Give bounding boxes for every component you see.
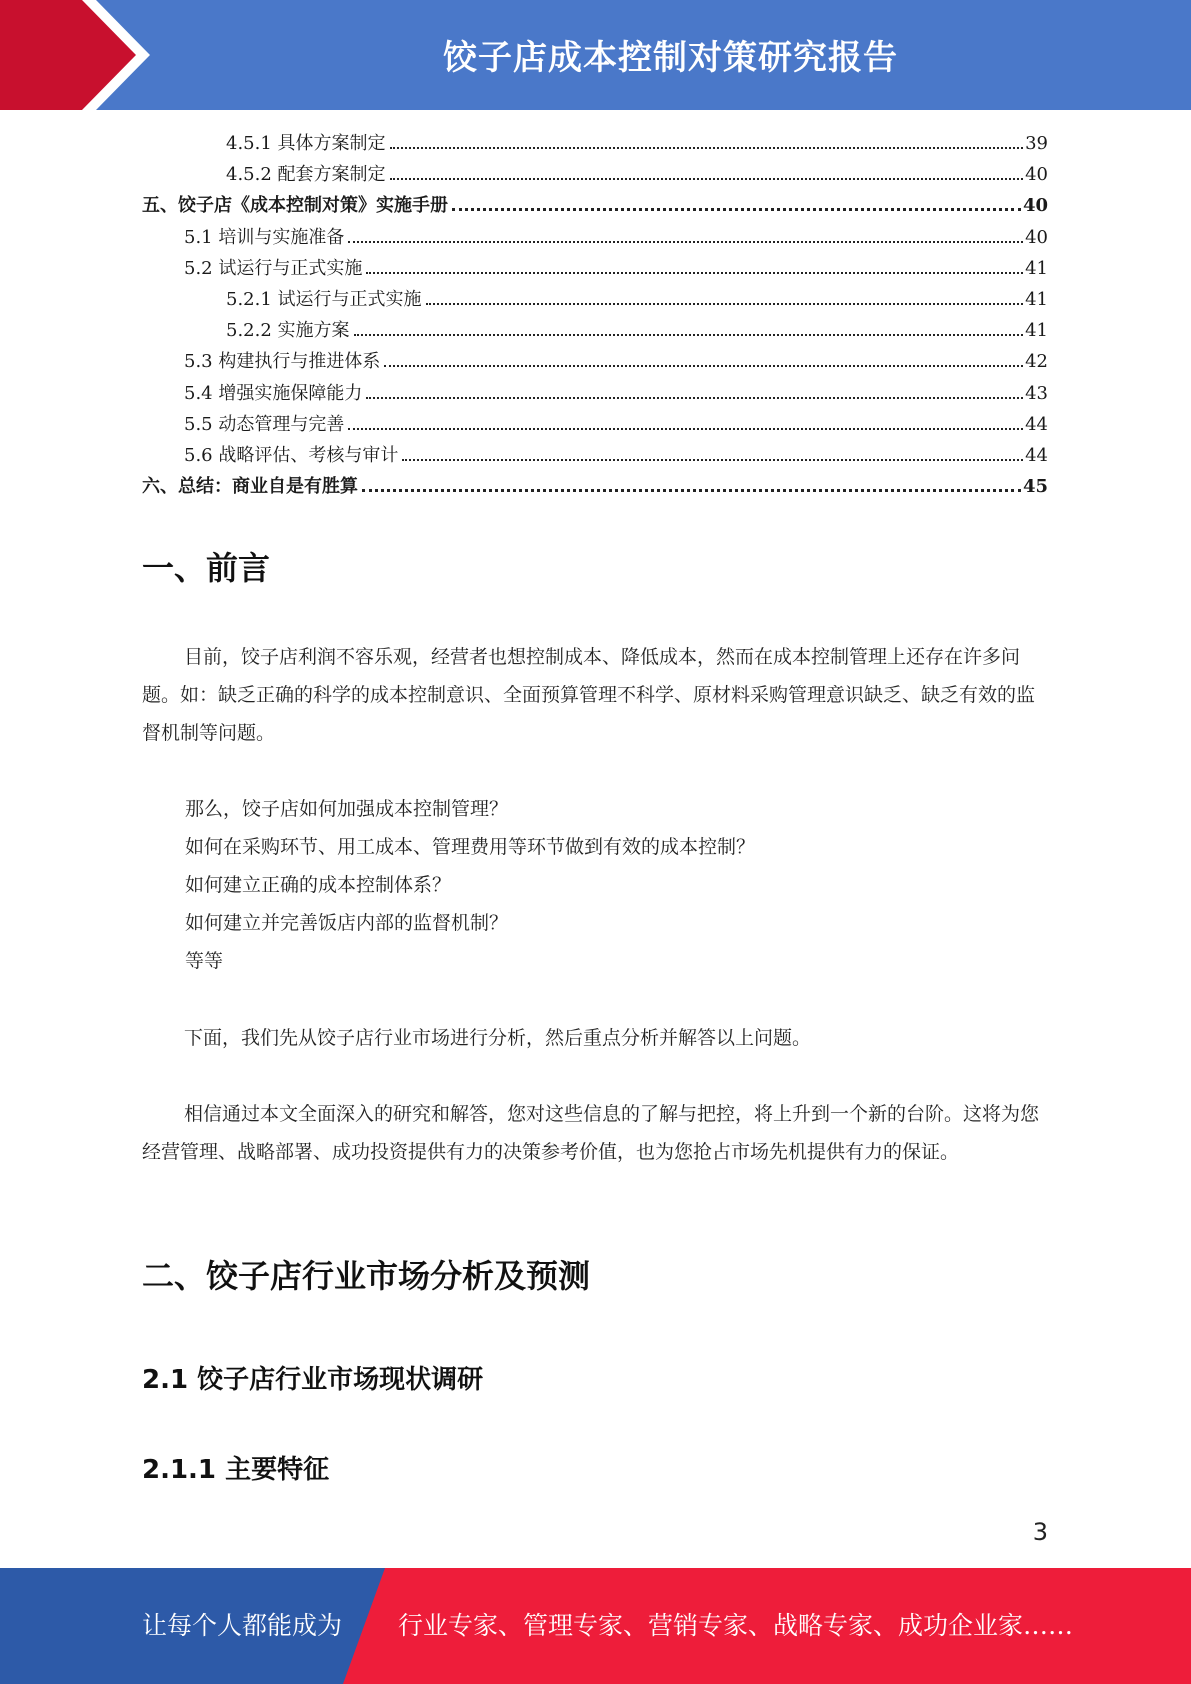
toc-entry-page: 40	[1022, 195, 1048, 217]
page-number: 3	[1032, 1518, 1048, 1546]
toc-entry[interactable]	[142, 128, 1048, 159]
paragraph-intro: 目前，饺子店利润不容乐观，经营者也想控制成本、降低成本，然而在成本控制管理上还存在许多问题。如：缺乏正确的科学的成本控制意识、全面预算管理不科学、原材料采购管理意识缺乏、缺乏有效的监督机制等问题。	[142, 646, 1036, 744]
table-of-contents	[142, 128, 1048, 502]
toc-dot-leader	[402, 459, 1023, 461]
toc-entry-page: 41	[1025, 257, 1048, 279]
toc-entry-title: 4.5.1 具体方案制定	[226, 133, 386, 154]
question-line: 如何建立并完善饭店内部的监督机制？	[185, 912, 509, 934]
footer-slogan-left: 让每个人都能成为	[142, 1611, 343, 1640]
toc-entry-title: 六、总结：商业自是有胜算	[142, 476, 358, 498]
toc-dot-leader	[354, 334, 1024, 336]
toc-entry[interactable]	[142, 253, 1048, 284]
toc-dot-leader	[348, 428, 1023, 430]
toc-entry-title: 5.2 试运行与正式实施	[184, 257, 363, 279]
toc-dot-leader	[426, 303, 1024, 305]
footer-slogan-right: 行业专家、管理专家、营销专家、战略专家、成功企业家……	[398, 1611, 1074, 1640]
toc-dot-leader	[366, 272, 1023, 274]
toc-entry-page: 41	[1025, 320, 1048, 342]
toc-entry-title: 五、饺子店《成本控制对策》实施手册	[142, 195, 448, 217]
question-line: 那么，饺子店如何加强成本控制管理？	[185, 798, 509, 820]
section-heading-market: 二、饺子店行业市场分析及预测	[142, 1257, 591, 1295]
toc-entry-page: 40	[1025, 164, 1048, 186]
section-heading-preface: 一、前言	[142, 549, 271, 587]
question-line: 等等	[185, 950, 224, 972]
toc-entry-title: 5.3 构建执行与推进体系	[184, 351, 381, 373]
toc-entry-title: 5.1 培训与实施准备	[184, 226, 345, 248]
toc-entry-title: 5.2.1 试运行与正式实施	[226, 288, 422, 310]
toc-dot-leader	[390, 147, 1024, 149]
toc-entry-page: 40	[1025, 226, 1048, 248]
toc-entry[interactable]	[142, 346, 1048, 377]
toc-entry-page: 39	[1025, 133, 1048, 154]
toc-dot-leader	[452, 208, 1021, 211]
toc-entry-page: 45	[1022, 476, 1048, 498]
toc-dot-leader	[384, 365, 1023, 367]
subsection-heading: 2.1 饺子店行业市场现状调研	[142, 1365, 484, 1395]
subsubsection-heading: 2.1.1 主要特征	[142, 1455, 330, 1485]
toc-entry[interactable]	[142, 222, 1048, 253]
toc-entry-title: 5.2.2 实施方案	[226, 320, 350, 342]
toc-entry-page: 44	[1025, 413, 1048, 435]
toc-entry[interactable]	[142, 378, 1048, 409]
red-chevron-icon	[0, 0, 160, 110]
toc-entry[interactable]	[142, 284, 1048, 315]
toc-entry[interactable]	[142, 190, 1048, 221]
page-footer	[0, 1568, 1191, 1684]
question-line: 如何建立正确的成本控制体系？	[185, 874, 452, 896]
toc-entry[interactable]	[142, 471, 1048, 502]
paragraph-next: 下面，我们先从饺子店行业市场进行分析，然后重点分析并解答以上问题。	[184, 1027, 812, 1049]
toc-dot-leader	[362, 489, 1021, 492]
question-line: 如何在采购环节、用工成本、管理费用等环节做到有效的成本控制？	[185, 836, 756, 858]
toc-entry[interactable]	[142, 315, 1048, 346]
toc-entry-title: 5.4 增强实施保障能力	[184, 382, 363, 404]
toc-entry-page: 42	[1025, 351, 1048, 373]
toc-entry[interactable]	[142, 159, 1048, 190]
toc-entry-page: 41	[1025, 288, 1048, 310]
toc-dot-leader	[366, 397, 1023, 399]
toc-entry-page: 43	[1025, 382, 1048, 404]
paragraph-conclusion: 相信通过本文全面深入的研究和解答，您对这些信息的了解与把控，将上升到一个新的台阶。这将为您经营管理、战略部署、成功投资提供有力的决策参考价值，也为您抢占市场先机提供有力的保证。	[142, 1103, 1040, 1163]
document-title: 饺子店成本控制对策研究报告	[443, 38, 898, 78]
toc-entry-title: 4.5.2 配套方案制定	[226, 164, 386, 186]
toc-dot-leader	[390, 178, 1024, 180]
toc-entry[interactable]	[142, 409, 1048, 440]
page-header	[0, 0, 1191, 110]
toc-entry-title: 5.6 战略评估、考核与审计	[184, 444, 399, 466]
toc-entry-title: 5.5 动态管理与完善	[184, 413, 345, 435]
toc-entry-page: 44	[1025, 444, 1048, 466]
toc-dot-leader	[348, 241, 1023, 243]
toc-entry[interactable]	[142, 440, 1048, 471]
